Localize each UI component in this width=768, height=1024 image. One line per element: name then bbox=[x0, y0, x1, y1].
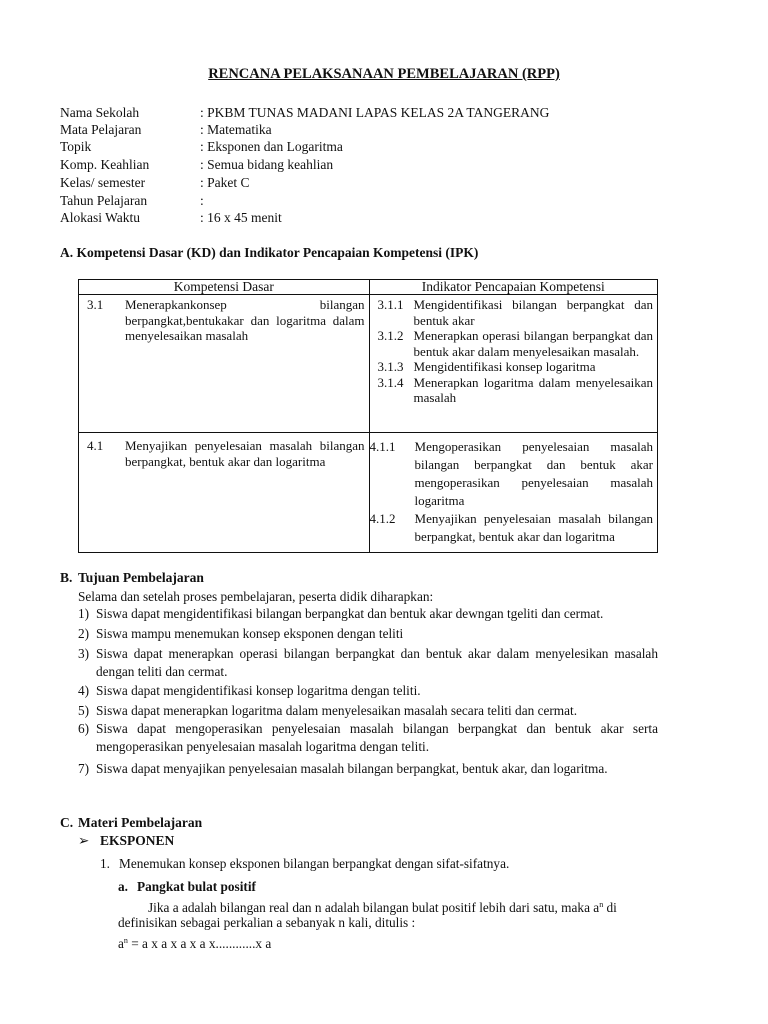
list-text: Siswa dapat menerapkan operasi bilangan berpangkat dan bentuk akar dalam menyelesikan masalah dengan teliti dan cermat. bbox=[96, 646, 658, 679]
list-item bbox=[78, 605, 658, 623]
ipk-item bbox=[370, 438, 657, 510]
list-item bbox=[78, 720, 658, 756]
ipk-item bbox=[370, 297, 657, 328]
info-value: : Paket C bbox=[200, 175, 250, 190]
ipk-number: 3.1.3 bbox=[377, 359, 404, 374]
list-item bbox=[78, 702, 658, 720]
ipk-text: Mengoperasikan penyelesaian masalah bilangan berpangkat dan bentuk akar mengoperasikan penyelesaian masalah logaritma bbox=[414, 439, 653, 508]
list-text: Siswa dapat mengidentifikasi bilangan berpangkat dan bentuk akar dewngan tgeliti dan cermat. bbox=[96, 606, 604, 621]
list-text: Siswa mampu menemukan konsep eksponen dengan teliti bbox=[96, 626, 404, 641]
section-c-letter: C. bbox=[60, 815, 74, 830]
kd-text: Menyajikan penyelesaian masalah bilangan berpangkat, bentuk akar dan logaritma bbox=[125, 438, 365, 469]
list-text: Siswa dapat mengoperasikan penyelesaian masalah bilangan berpangkat dan bentuk akar serta mengoperasikan penyelesaian masalah logaritma dengan teliti. bbox=[96, 721, 658, 754]
kd-cell bbox=[79, 295, 370, 433]
list-text: Siswa dapat menerapkan logaritma dalam menyelesaikan masalah secara teliti dan cermat. bbox=[96, 703, 578, 718]
info-label: Nama Sekolah bbox=[60, 105, 140, 120]
section-a-heading: A. Kompetensi Dasar (KD) dan Indikator Pencapaian Kompetensi (IPK) bbox=[60, 245, 479, 260]
ipk-text: Mengidentifikasi konsep logaritma bbox=[413, 359, 596, 374]
list-text: Siswa dapat mengidentifikasi konsep logaritma dengan teliti. bbox=[96, 683, 421, 698]
competency-table bbox=[78, 279, 658, 553]
info-label: Topik bbox=[60, 139, 92, 154]
point-text: Menemukan konsep eksponen bilangan berpangkat dengan sifat-sifatnya. bbox=[119, 856, 510, 871]
formula-base: a bbox=[118, 936, 124, 951]
subpoint-letter: a. bbox=[118, 879, 128, 894]
formula-rest: = a x a x a x a x............x a bbox=[127, 936, 272, 951]
definition-superscript: n bbox=[599, 900, 604, 909]
formula-superscript: n bbox=[123, 936, 128, 945]
list-text: Siswa dapat menyajikan penyelesaian masalah bilangan berpangkat, bentuk akar, dan logaritma. bbox=[96, 761, 608, 776]
ipk-cell bbox=[369, 433, 657, 553]
ipk-number: 3.1.4 bbox=[377, 374, 404, 390]
list-number: 2) bbox=[78, 626, 90, 641]
list-number: 3) bbox=[78, 646, 90, 661]
kd-cell bbox=[79, 433, 370, 553]
ipk-item bbox=[370, 328, 657, 359]
definition-line-1: Jika a adalah bilangan real dan n adalah bilangan bulat positif lebih dari satu, maka a bbox=[148, 900, 600, 915]
list-number: 5) bbox=[78, 703, 90, 718]
kd-number: 3.1 bbox=[87, 297, 104, 312]
info-value: : Eksponen dan Logaritma bbox=[200, 139, 343, 154]
list-item bbox=[78, 682, 658, 700]
list-item bbox=[78, 625, 658, 643]
info-value: : Matematika bbox=[200, 122, 272, 137]
info-label: Komp. Keahlian bbox=[60, 157, 150, 172]
section-b-letter: B. bbox=[60, 570, 73, 585]
list-number: 7) bbox=[78, 761, 90, 776]
ipk-number: 4.1.1 bbox=[369, 439, 396, 454]
arrow-bullet-icon: ➢ bbox=[78, 833, 90, 848]
header-kd: Kompetensi Dasar bbox=[79, 280, 370, 295]
section-c-heading bbox=[60, 815, 202, 831]
table-row bbox=[79, 433, 658, 553]
list-number: 6) bbox=[78, 721, 90, 736]
ipk-text: Menerapkan logaritma dalam menyelesaikan masalah bbox=[413, 374, 653, 405]
ipk-item bbox=[370, 359, 657, 375]
document-title: RENCANA PELAKSANAAN PEMBELAJARAN (RPP) bbox=[208, 66, 560, 82]
list-number: 4) bbox=[78, 683, 90, 698]
point-number: 1. bbox=[100, 856, 110, 871]
eksponen-heading bbox=[78, 833, 174, 849]
info-label: Kelas/ semester bbox=[60, 175, 146, 190]
info-label: Tahun Pelajaran bbox=[60, 193, 148, 208]
section-b-heading bbox=[60, 570, 204, 586]
info-value: : bbox=[200, 193, 204, 208]
ipk-number: 3.1.2 bbox=[377, 328, 404, 343]
definition-line-1-end: di bbox=[603, 900, 617, 915]
section-c-title: Materi Pembelajaran bbox=[78, 815, 203, 830]
ipk-text: Mengidentifikasi bilangan berpangkat dan bentuk akar bbox=[413, 297, 653, 328]
info-value: : 16 x 45 menit bbox=[200, 210, 282, 225]
definition-line-2: definisikan sebagai perkalian a sebanyak n kali, ditulis : bbox=[118, 915, 416, 930]
table-header-row bbox=[79, 280, 658, 295]
eksponen-title: EKSPONEN bbox=[100, 833, 175, 848]
subpoint-a bbox=[118, 878, 256, 896]
list-number: 1) bbox=[78, 606, 90, 621]
section-b-intro: Selama dan setelah proses pembelajaran, peserta didik diharapkan: bbox=[78, 589, 434, 604]
ipk-item bbox=[370, 375, 657, 406]
header-ipk: Indikator Pencapaian Kompetensi bbox=[369, 280, 657, 295]
subpoint-title: Pangkat bulat positif bbox=[137, 879, 256, 894]
list-item bbox=[78, 645, 658, 681]
info-value: : PKBM TUNAS MADANI LAPAS KELAS 2A TANGERANG bbox=[200, 105, 550, 120]
section-b-title: Tujuan Pembelajaran bbox=[78, 570, 204, 585]
kd-text: Menerapkankonsep bilangan berpangkat,bentukakar dan logaritma dalam menyelesaikan masalah bbox=[125, 297, 365, 343]
exponent-formula bbox=[118, 932, 271, 953]
ipk-text: Menyajikan penyelesaian masalah bilangan berpangkat, bentuk akar dan logaritma bbox=[414, 511, 653, 544]
kd-number: 4.1 bbox=[87, 438, 104, 453]
list-item bbox=[78, 760, 658, 778]
ipk-item bbox=[370, 510, 657, 546]
info-label: Mata Pelajaran bbox=[60, 122, 142, 137]
info-label: Alokasi Waktu bbox=[60, 210, 141, 225]
point-one bbox=[100, 855, 509, 873]
ipk-number: 4.1.2 bbox=[369, 511, 396, 526]
ipk-text: Menerapkan operasi bilangan berpangkat dan bentuk akar dalam menyelesaikan masalah. bbox=[413, 328, 653, 359]
info-value: : Semua bidang keahlian bbox=[200, 157, 334, 172]
ipk-cell bbox=[369, 295, 657, 433]
ipk-number: 3.1.1 bbox=[377, 297, 404, 312]
table-row bbox=[79, 295, 658, 433]
